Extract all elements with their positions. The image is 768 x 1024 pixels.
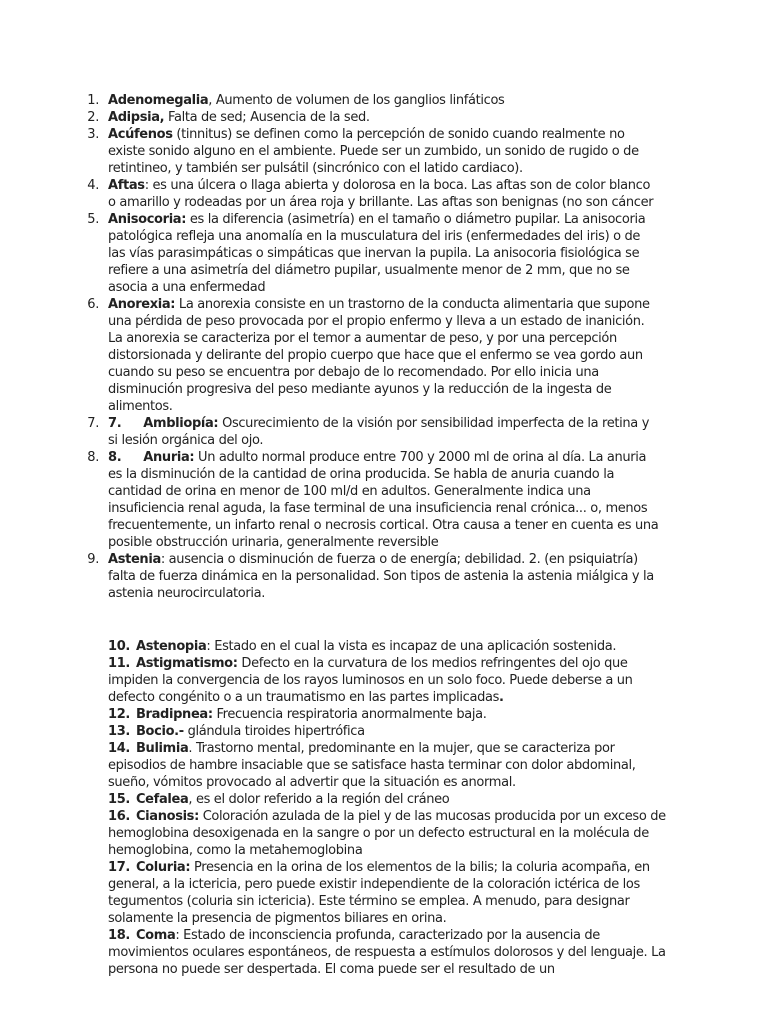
term: Coma [135,928,176,943]
item-number: 6. [87,297,99,312]
item-number: 12. [108,707,130,722]
definition: Frecuencia respiratoria anormalmente baja. [212,707,487,722]
item-number: 4. [87,178,99,193]
item-number: 3. [87,127,99,142]
inline-number: 8. [108,450,122,465]
list-item [108,638,668,655]
term: Aftas [108,178,145,193]
definition: Presencia en la orina de los elementos de la bilis; la coluria acompaña, en general, a la ictericia, pero puede existir independiente de la coloración ictérica de los tegumentos (coluria sin ictericia). Este término se emplea. A menudo, para designar solamente la presencia de pigmentos biliares en orina. [108,860,650,926]
glossary-list-1 [0,92,768,602]
list-item [0,296,768,415]
item-number: 17. [108,860,130,875]
term: Adipsia, [108,110,165,125]
term: Acúfenos [108,127,173,142]
item-number: 1. [87,93,99,108]
term: Ambliopía: [143,416,219,431]
inline-number: 7. [108,416,122,431]
item-number: 5. [87,212,99,227]
term: Cianosis: [135,809,199,824]
list-item [0,211,768,296]
list-item [108,723,668,740]
item-number: 15. [108,792,130,807]
list-item [108,655,668,706]
list-item [108,927,668,978]
item-number: 7. [87,416,99,431]
term: Bradipnea: [135,707,213,722]
term: Astenopia [135,639,207,654]
term: Cefalea [135,792,189,807]
item-number: 13. [108,724,130,739]
definition: . Trastorno mental, predominante en la mujer, que se caracteriza por episodios de hambre insaciable que se satisface hasta terminar con dolor abdominal, sueño, vómitos provocado al advertir que la situación es anormal. [108,741,636,790]
list-item [108,740,668,791]
item-number: 8. [87,450,99,465]
item-number: 2. [87,110,99,125]
list-item [0,551,768,602]
list-item [0,109,768,126]
definition: : es una úlcera o llaga abierta y dolorosa en la boca. Las aftas son de color blanco o amarillo y rodeadas por un área roja y brillante. Las aftas son benignas (no son cáncer [108,178,654,210]
term: Bulimia [135,741,189,756]
term: Coluria: [135,860,191,875]
term: Bocio.- [135,724,184,739]
item-number: 14. [108,741,130,756]
list-item [0,449,768,551]
item-number: 9. [87,552,99,567]
item-number: 18. [108,928,130,943]
definition: Defecto en la curvatura de los medios refringentes del ojo que impiden la convergencia de los rayos luminosos en un solo foco. Puede deberse a un defecto congénito o a un traumatismo en las partes implicadas [108,656,633,705]
definition: : ausencia o disminución de fuerza o de energía; debilidad. 2. (en psiquiatría) falta de fuerza dinámica en la personalidad. Son tipos de astenia la astenia miálgica y la astenia neurocirculatoria. [108,552,654,601]
term: Anisocoria: [108,212,187,227]
glossary-list-2 [108,638,668,978]
list-item [0,415,768,449]
definition: : Estado de inconsciencia profunda, caracterizado por la ausencia de movimientos oculares espontáneos, de respuesta a estímulos dolorosos y del lenguaje. La persona no puede ser despertada. El coma puede ser el resultado de un [108,928,666,977]
list-item [0,126,768,177]
list-item [0,92,768,109]
definition: , Aumento de volumen de los ganglios linfáticos [208,93,505,108]
definition: La anorexia consiste en un trastorno de la conducta alimentaria que supone una pérdida de peso provocada por el propio enfermo y lleva a un estado de inanición. La anorexia se caracteriza por el temor a aumentar de peso, y por una percepción distorsionada y delirante del propio cuerpo que hace que el enfermo se vea gordo aun cuando su peso se encuentra por debajo de lo recomendado. Por ello inicia una disminución progresiva del peso mediante ayunos y la reducción de la ingesta de alimentos. [108,297,650,414]
definition: : Estado en el cual la vista es incapaz de una aplicación sostenida. [206,639,617,654]
term: Astigmatismo: [135,656,238,671]
list-item [108,706,668,723]
list-item [108,859,668,927]
list-item [108,791,668,808]
item-number: 10. [108,639,130,654]
definition: Un adulto normal produce entre 700 y 2000 ml de orina al día. La anuria es la disminución de la cantidad de orina producida. Se habla de anuria cuando la cantidad de orina en menor de 100 ml/d en adultos. Generalmente indica una insuficiencia renal aguda, la fase terminal de una insuficiencia renal crónica... o, menos frecuentemente, un infarto renal o necrosis cortical. Otra causa a tener en cuenta es una posible obstrucción urinaria, generalmente reversible [108,450,659,550]
term: Anuria: [143,450,195,465]
definition: Coloración azulada de la piel y de las mucosas producida por un exceso de hemoglobina desoxigenada en la sangre o por un defecto estructural en la molécula de hemoglobina, como la metahemoglobina [108,809,666,858]
definition: , es el dolor referido a la región del cráneo [188,792,450,807]
term: Adenomegalia [108,93,209,108]
definition: es la diferencia (asimetría) en el tamaño o diámetro pupilar. La anisocoria patológica refleja una anomalía en la musculatura del iris (enfermedades del iris) o de las vías parasimpáticas o simpáticas que inervan la pupila. La anisocoria fisiológica se refiere a una asimetría del diámetro pupilar, usualmente menor de 2 mm, que no se asocia a una enfermedad [108,212,646,295]
definition: glándula tiroides hipertrófica [183,724,365,739]
definition: Oscurecimiento de la visión por sensibilidad imperfecta de la retina y si lesión orgánica del ojo. [108,416,650,448]
term: Astenia [108,552,161,567]
list-item [108,808,668,859]
definition-end: . [499,690,504,705]
item-number: 11. [108,656,130,671]
definition: Falta de sed; Ausencia de la sed. [164,110,370,125]
list-item [0,177,768,211]
item-number: 16. [108,809,130,824]
term: Anorexia: [108,297,176,312]
definition: (tinnitus) se definen como la percepción de sonido cuando realmente no existe sonido alguno en el ambiente. Puede ser un zumbido, un sonido de rugido o de retintineo, y también ser pulsátil (sincrónico con el latido cardiaco). [108,127,639,176]
